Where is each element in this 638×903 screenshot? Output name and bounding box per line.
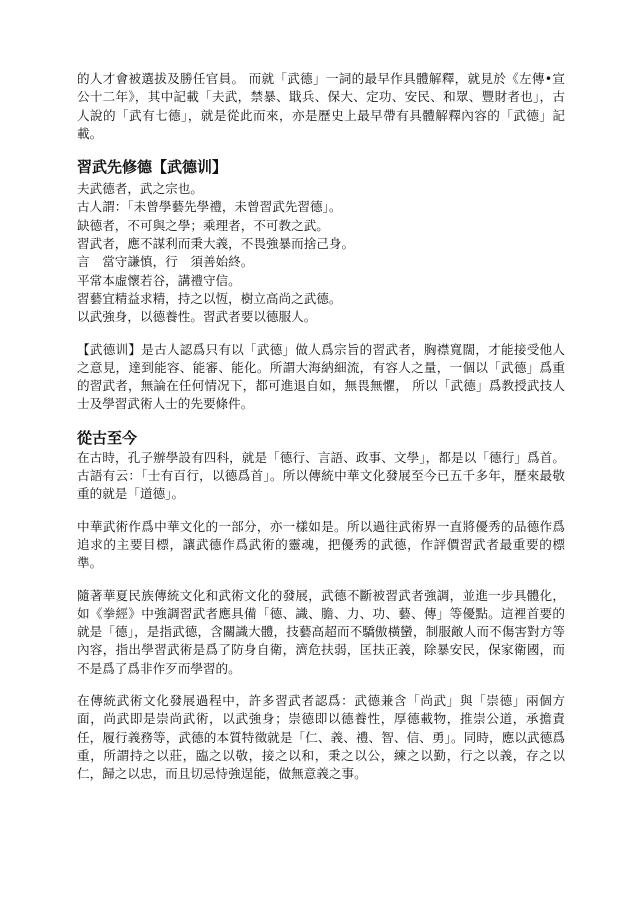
- document-page: [77, 70, 565, 784]
- intro-paragraph: 的人才會被選拔及勝任官員。 而就「武德」一詞的最早作具體解釋，就見於《左傳•宣公十二年》，其中記載「夫武，禁暴、戢兵、保大、定功、安民、和眾、豐財者也」，古人說的「武有七德」，就是從此而來，亦是歷史上最早帶有具體解釋內容的「武德」記載。: [77, 71, 565, 141]
- verse-line: 夫武德者，武之宗也。: [77, 181, 203, 197]
- history-paragraph: 隨著華夏民族傳統文化和武術文化的發展，武德不斷被習武者強調，並進一步具體化，如《拳經》中強調習武者應具備「德、識、膽、力、功、藝、傳」等優點。這裡首要的就是「德」，是指武德，含關識大體，技藝高超而不驕傲橫蠻，制服敵人而不傷害對方等內容，指出學習武術是爲了防身自衛，濟危扶弱，匡扶正義，除暴安民，保家衛國，而不是爲了爲非作歹而學習的。: [77, 587, 565, 676]
- section-heading-history: 從古至今: [77, 428, 138, 447]
- verse-line: 習武者，應不謀利而秉大義，不畏強暴而捨己身。: [77, 236, 355, 252]
- verse-line: 缺德者，不可與之學；乘理者，不可教之武。: [77, 217, 329, 233]
- history-paragraph: 中華武術作爲中華文化的一部分，亦一樣如是。所以過往武術界一直將優秀的品德作爲追求的主要目標，讓武德作爲武術的靈魂，把優秀的武德，作評價習武者最重要的標準。: [77, 518, 565, 571]
- verse-line: 古人謂：「未曾學藝先學禮，未曾習武先習德」。: [77, 199, 342, 215]
- wude-explanation-paragraph: 【武德训】是古人認爲只有以「武德」做人爲宗旨的習武者，胸襟寬闊，才能接受他人之意見，達到能容、能審、能化。所謂大海納細流，有容人之量，一個以「武德」爲重的習武者，無論在任何情况下，都可進退自如，無畏無懼， 所以「武德」爲教授武技人士及學習武術人士的先要條件。: [77, 341, 565, 412]
- verse-line: 以武強身，以德養性。習武者要以德服人。: [77, 309, 317, 325]
- verse-line: 言 當守謙慎，行 須善始終。: [77, 254, 254, 270]
- wude-verse-list: [77, 180, 565, 326]
- verse-line: 平常本虛懷若谷，講禮守信。: [77, 272, 241, 288]
- section-heading-wude: 習武先修德【武德训】: [77, 158, 228, 177]
- history-paragraph: 在傳統武術文化發展過程中，許多習武者認爲：武德兼含「尚武」與「崇德」兩個方面，尚武即是崇尚武術，以武強身；崇德即以德養性，厚德載物，推崇公道，承擔責任，履行義務等，武德的本質特徵就是「仁、義、禮、智、信、勇」。同時，應以武德爲重，所謂持之以莊，臨之以敬，接之以和，秉之以公，練之以勤，行之以義，存之以仁，歸之以忠，而且切忌恃強逞能，做無意義之事。: [77, 693, 565, 782]
- history-paragraph: 在古時，孔子辦學設有四科，就是「德行、言語、政事、文學」，都是以「德行」爲首。古語有云：「士有百行，以德爲首」。所以傳統中華文化發展至今已五千多年，歷來最敬重的就是「道德」。: [77, 449, 565, 502]
- verse-line: 習藝宜精益求精，持之以恆，樹立高尚之武德。: [77, 290, 342, 306]
